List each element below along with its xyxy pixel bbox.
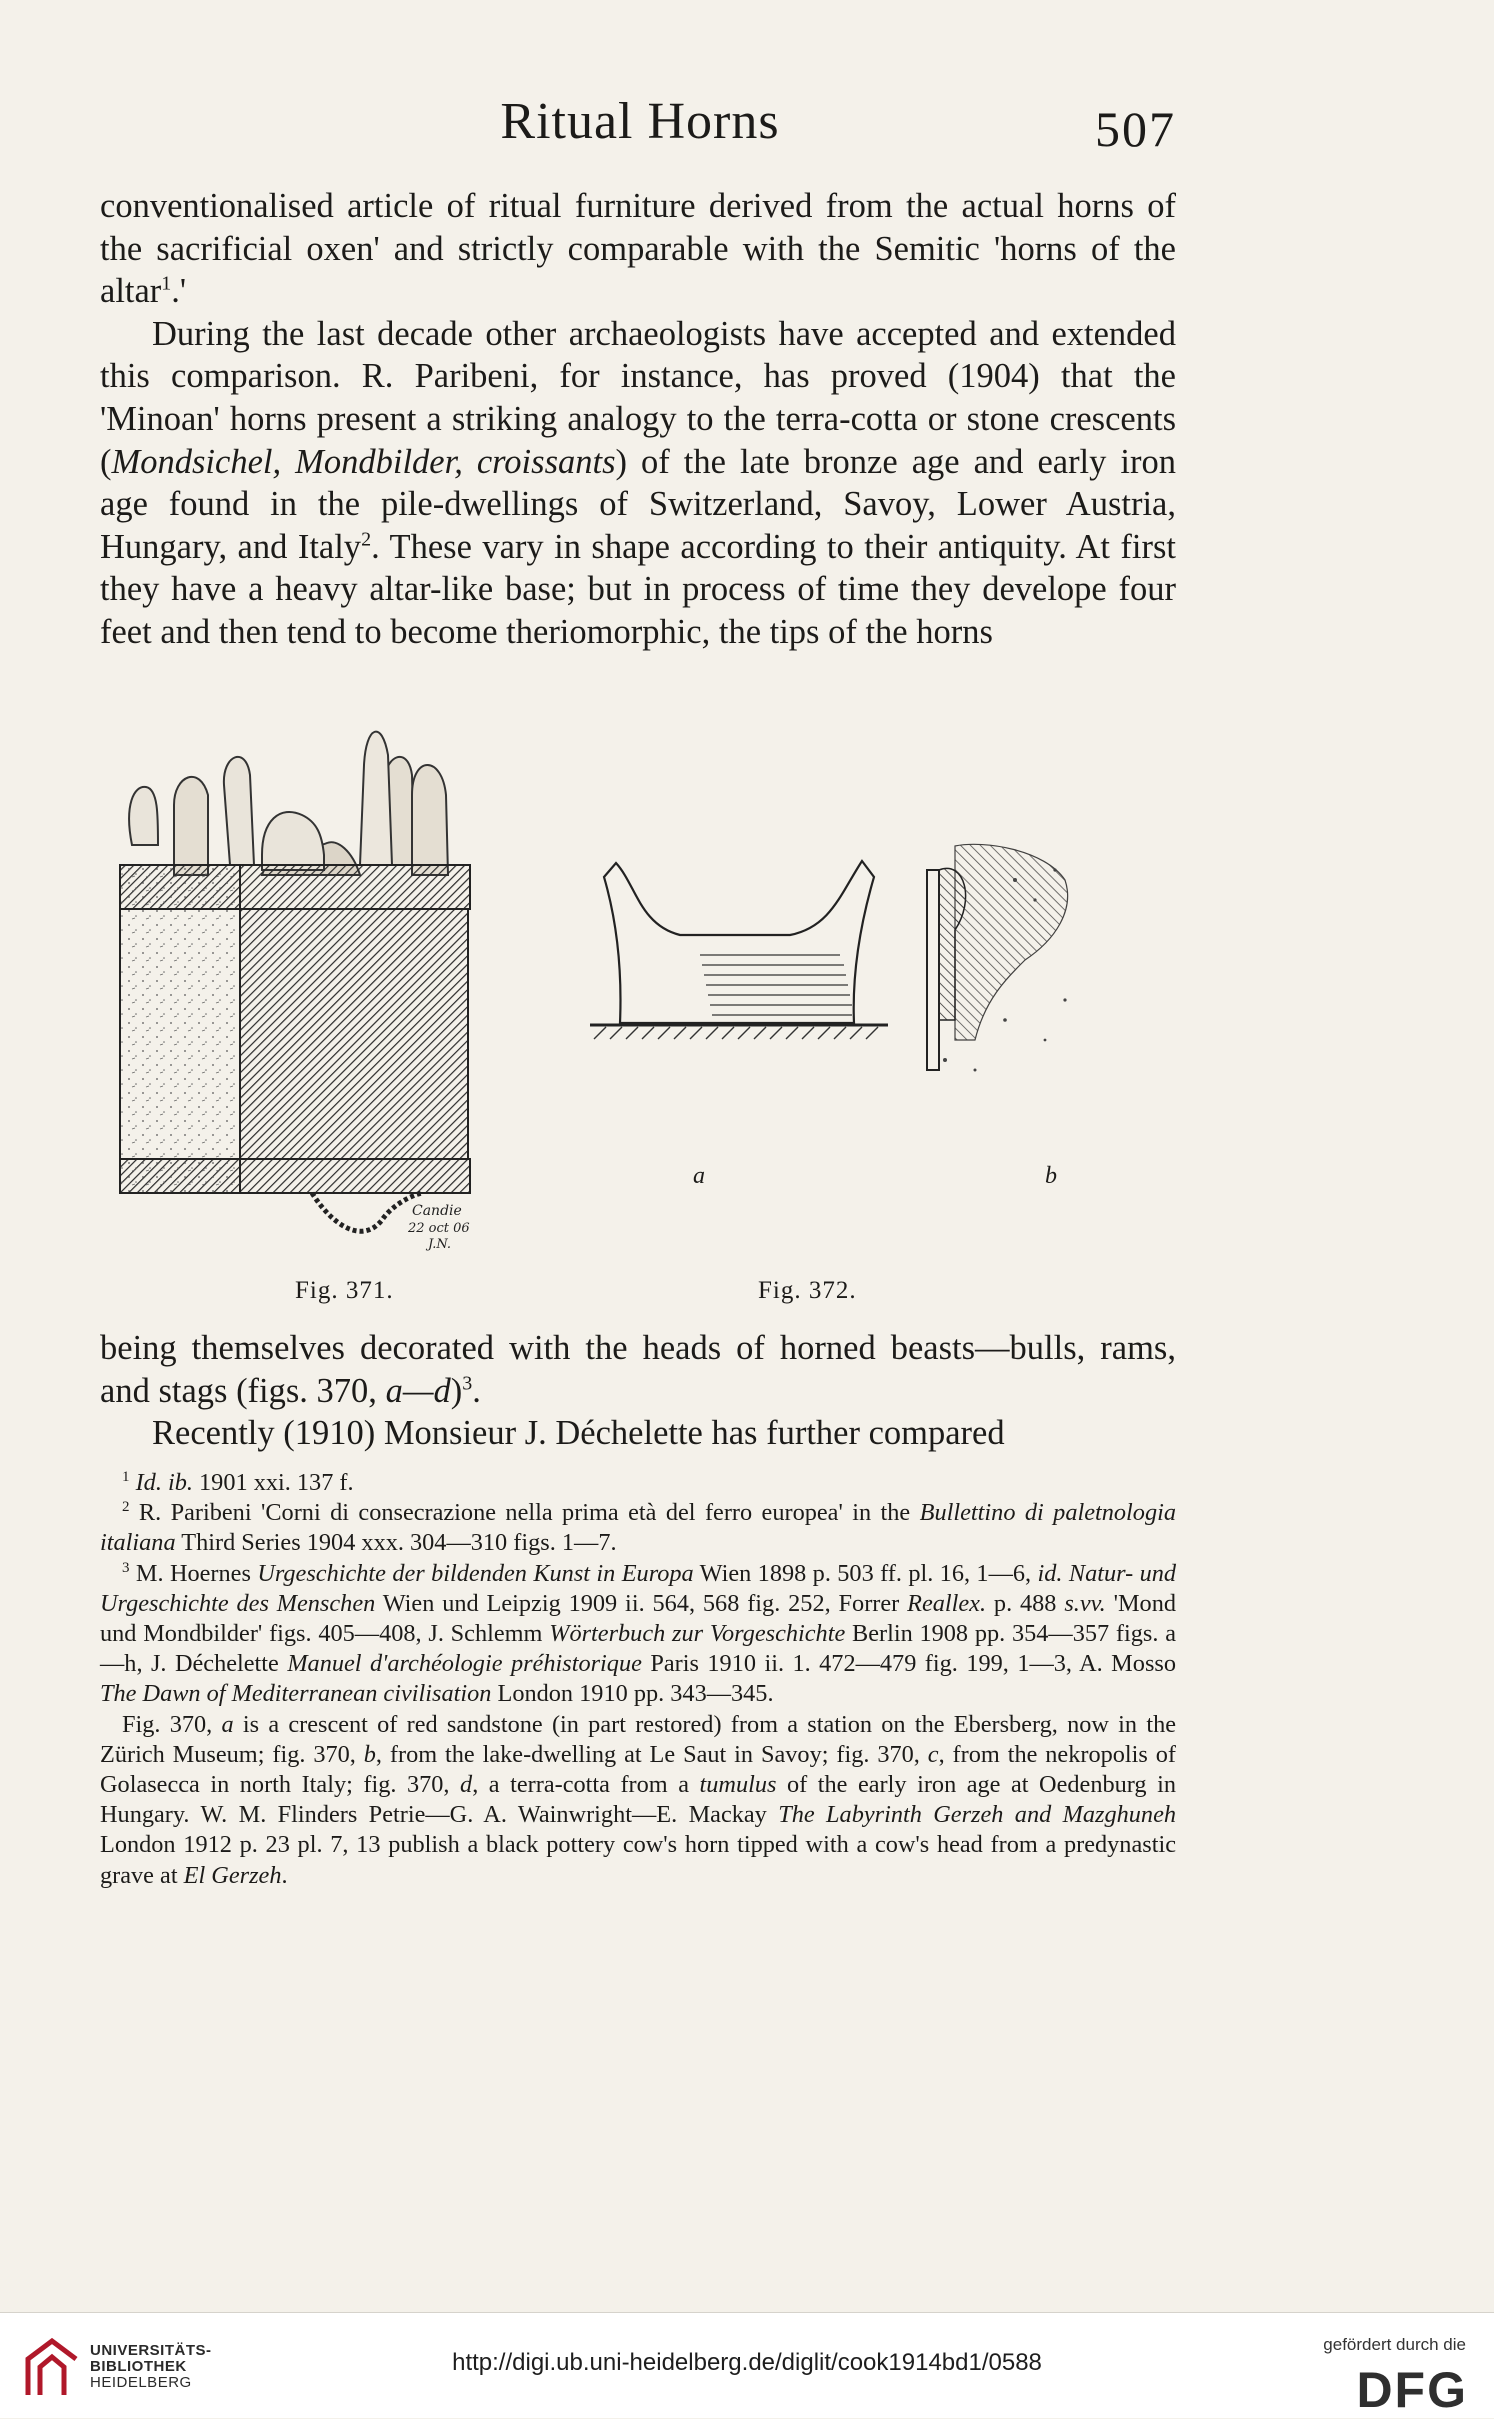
- paragraph: conventionalised article of ritual furniture derived from the actual horns of the sacrificial oxen' and strictly comparable with the Semitic 'horns of the altar$^1$.': [100, 187, 1176, 311]
- footnote-fig-note: Fig. 370, a is a crescent of red sandstone (in part restored) from a station on the Ebersberg, now in the Zürich Museum; fig. 370, b, from the lake-dwelling at Le Saut in Savoy; fig. 370, c, from the nekropolis of Golasecca in north Italy; fig. 370, d, a terra-cotta from a tumulus of the early iron age at Oedenburg in Hungary. W. M. Flinders Petrie—G. A. Wainwright—E. Mackay The Labyrinth Gerzeh and Mazghuneh London 1912 p. 23 pl. 7, 13 publish a black pottery cow's horn tipped with a cow's head from a predynastic grave at El Gerzeh.: [100, 1710, 1177, 1889]
- fig-371-drawing: [112, 725, 632, 1255]
- fig-372-label-b: b: [1045, 1163, 1057, 1189]
- artist-signature: Candie: [412, 1203, 462, 1219]
- dfg-logo: DFG: [1356, 2362, 1468, 2418]
- footnote-2: $^2$ R. Paribeni 'Corni di consecrazione nella prima età del ferro europea' in the Bullettino di paletnologia italiana Third Series 1904 xxx. 304—310 figs. 1—7.: [100, 1499, 1177, 1557]
- permalink-url[interactable]: http://digi.ub.uni-heidelberg.de/diglit/cook1914bd1/0588: [452, 2349, 1042, 2376]
- fig-372-caption: Fig. 372.: [758, 1277, 857, 1304]
- figures-area: [100, 705, 1180, 1305]
- fig-371-caption: Fig. 371.: [295, 1277, 394, 1304]
- paragraph: During the last decade other archaeologists have accepted and extended this comparison. R. Paribeni, for instance, has proved (1904) that the 'Minoan' horns present a striking analogy to the terra-cotta or stone crescents (Mondsichel, Mondbilder, croissants) of the late bronze age and early iron age found in the pile-dwellings of Switzerland, Savoy, Lower Austria, Hungary, and Italy$^2$. These vary in shape according to their antiquity. At first they have a heavy altar-like base; but in process of time they develope four feet and then tend to become theriomorphic, the tips of the horns: [100, 314, 1177, 651]
- body-text-upper: [100, 185, 1176, 654]
- artist-signature-date: 22 oct 06: [408, 1221, 470, 1236]
- footnote-3: $^3$ M. Hoernes Urgeschichte der bildenden Kunst in Europa Wien 1898 p. 503 ff. pl. 16, 1—6, id. Natur- und Urgeschichte des Menschen Wien und Leipzig 1909 ii. 564, 568 fig. 252, Forrer Reallex. p. 488 s.vv. 'Mond und Mondbilder' figs. 405—408, J. Schlemm Wörterbuch zur Vorgeschichte Berlin 1908 pp. 354—357 figs. a—h, J. Déchelette Manuel d'archéologie préhistorique Paris 1910 ii. 1. 472—479 fig. 199, 1—3, A. Mosso The Dawn of Mediterranean civilisation London 1910 pp. 343—345.: [100, 1559, 1177, 1708]
- fig-372-label-a: a: [693, 1163, 705, 1189]
- footnote-ref: 1: [161, 272, 172, 295]
- footnote-ref: 3: [462, 1372, 473, 1395]
- artist-signature-initials: J.N.: [428, 1237, 452, 1252]
- running-title: Ritual Horns: [500, 93, 780, 150]
- page-header: [100, 92, 1180, 162]
- footnote-ref: 2: [361, 528, 372, 551]
- funding-label: gefördert durch die: [1323, 2335, 1466, 2354]
- library-name: UNIVERSITÄTS- BIBLIOTHEK HEIDELBERG: [90, 2342, 212, 2391]
- page-number: 507: [1095, 101, 1176, 157]
- paragraph: Recently (1910) Monsieur J. Déchelette has further compared: [152, 1414, 1005, 1453]
- digital-library-footer: [0, 2312, 1494, 2418]
- fig-372a-drawing: [590, 855, 890, 1075]
- body-text-lower: [100, 1327, 1176, 1455]
- footnote-1: $^1$ Id. ib. 1901 xxi. 137 f.: [122, 1468, 354, 1496]
- paragraph: being themselves decorated with the heads of horned beasts—bulls, rams, and stags (figs. 370, a—d)$^3$.: [100, 1329, 1176, 1410]
- footnotes: [100, 1468, 1176, 1891]
- fig-372b-drawing: [915, 840, 1095, 1090]
